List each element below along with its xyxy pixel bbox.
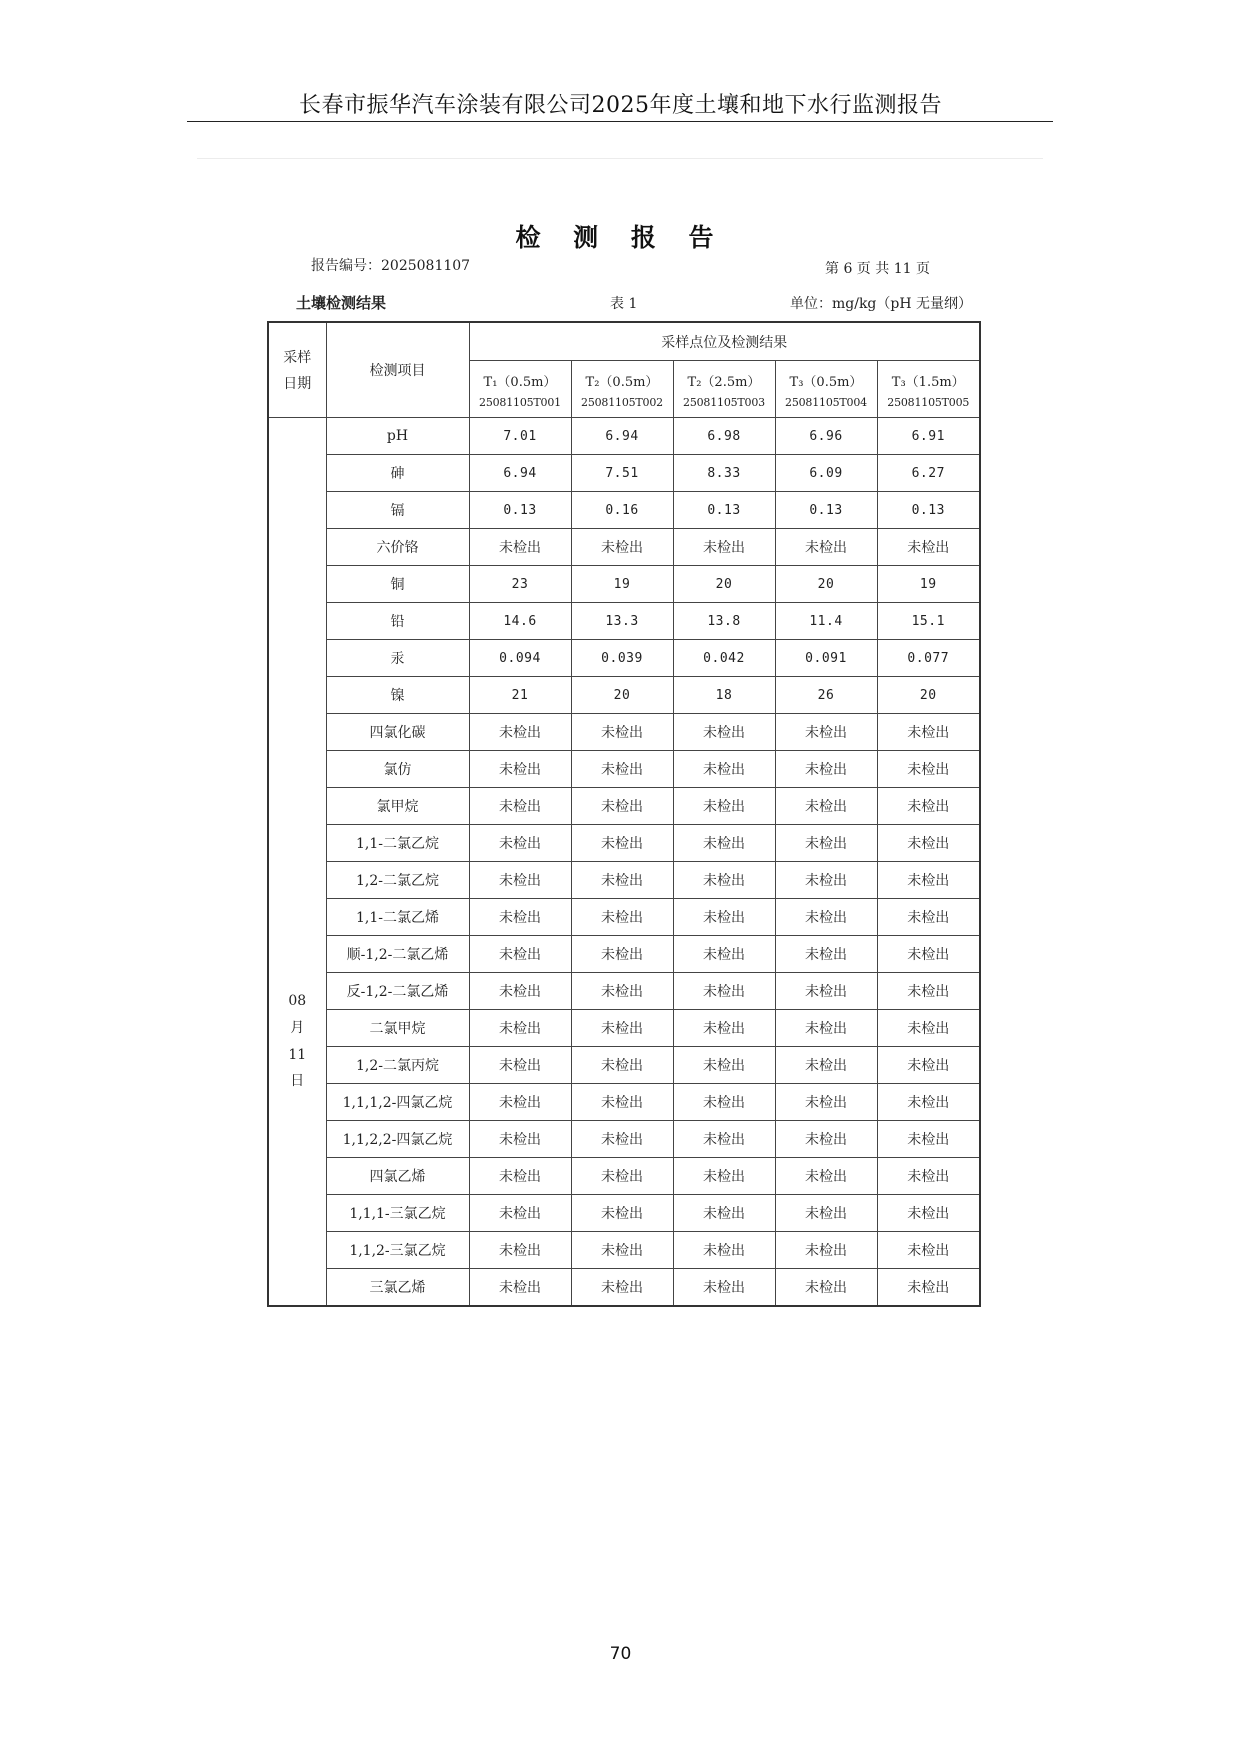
result-cell: 未检出 — [775, 1158, 877, 1195]
test-item-name: 反-1,2-二氯乙烯 — [326, 973, 469, 1010]
result-cell: 13.3 — [571, 603, 673, 640]
test-item-name: 1,1-二氯乙烯 — [326, 899, 469, 936]
result-cell: 未检出 — [775, 1269, 877, 1307]
table-row — [268, 899, 980, 936]
table-row — [268, 751, 980, 788]
result-cell: 0.042 — [673, 640, 775, 677]
result-cell: 未检出 — [775, 1010, 877, 1047]
report-title: 检 测 报 告 — [515, 223, 726, 252]
sample-code: 25081105T003 — [683, 396, 765, 409]
result-cell: 未检出 — [673, 1158, 775, 1195]
result-cell: 11.4 — [775, 603, 877, 640]
table-row — [268, 640, 980, 677]
result-cell: 未检出 — [469, 1047, 571, 1084]
result-cell: 0.091 — [775, 640, 877, 677]
header-rule — [187, 121, 1053, 122]
sampling-point-header — [469, 361, 571, 418]
sample-code: 25081105T001 — [479, 396, 561, 409]
sampling-point-header — [775, 361, 877, 418]
result-cell: 未检出 — [877, 1232, 980, 1269]
report-number: 报告编号：2025081107 — [311, 258, 471, 274]
result-cell: 未检出 — [775, 862, 877, 899]
table-row — [268, 455, 980, 492]
result-cell: 未检出 — [877, 973, 980, 1010]
table-row — [268, 492, 980, 529]
sampling-point-name: T₃（0.5m） — [789, 375, 863, 390]
table-row — [268, 418, 980, 455]
result-cell: 21 — [469, 677, 571, 714]
result-cell: 未检出 — [571, 1269, 673, 1307]
result-cell: 6.98 — [673, 418, 775, 455]
test-item-name: 1,1,1-三氯乙烷 — [326, 1195, 469, 1232]
col-header-test-item: 检测项目 — [326, 322, 469, 418]
sampling-date-part: 日 — [290, 1073, 305, 1090]
result-cell: 未检出 — [571, 1010, 673, 1047]
soil-results-table — [267, 321, 981, 1307]
table-row — [268, 1269, 980, 1307]
test-item-name: 氯甲烷 — [326, 788, 469, 825]
result-cell: 未检出 — [877, 936, 980, 973]
test-item-name: 砷 — [326, 455, 469, 492]
result-cell: 未检出 — [571, 1121, 673, 1158]
result-cell: 未检出 — [469, 1158, 571, 1195]
table-row — [268, 973, 980, 1010]
result-cell: 未检出 — [775, 1232, 877, 1269]
result-cell: 未检出 — [877, 714, 980, 751]
result-cell: 未检出 — [673, 862, 775, 899]
section-title: 土壤检测结果 — [296, 294, 387, 312]
result-cell: 未检出 — [571, 825, 673, 862]
result-cell: 未检出 — [673, 825, 775, 862]
sampling-point-name: T₁（0.5m） — [483, 375, 557, 390]
result-cell: 未检出 — [571, 1084, 673, 1121]
result-cell: 未检出 — [469, 1010, 571, 1047]
sampling-point-header — [571, 361, 673, 418]
result-cell: 未检出 — [469, 1195, 571, 1232]
col-header-sampling-date — [268, 322, 326, 418]
result-cell: 19 — [571, 566, 673, 603]
result-cell: 未检出 — [877, 529, 980, 566]
result-cell: 未检出 — [877, 1010, 980, 1047]
table-row — [268, 603, 980, 640]
test-item-name: 1,2-二氯乙烷 — [326, 862, 469, 899]
result-cell: 0.077 — [877, 640, 980, 677]
test-item-name: 1,1,2,2-四氯乙烷 — [326, 1121, 469, 1158]
result-cell: 未检出 — [775, 714, 877, 751]
table-number: 表 1 — [610, 296, 638, 312]
result-cell: 未检出 — [469, 1084, 571, 1121]
table-row — [268, 529, 980, 566]
sampling-date-part: 月 — [290, 1019, 305, 1036]
result-cell: 未检出 — [775, 825, 877, 862]
scan-edge-line — [197, 158, 1043, 159]
sampling-date-cell — [268, 418, 326, 1307]
result-cell: 20 — [775, 566, 877, 603]
result-cell: 未检出 — [469, 899, 571, 936]
result-cell: 未检出 — [469, 1232, 571, 1269]
test-item-name: 1,1,2-三氯乙烷 — [326, 1232, 469, 1269]
result-cell: 0.13 — [673, 492, 775, 529]
test-item-name: 四氯乙烯 — [326, 1158, 469, 1195]
result-cell: 6.94 — [571, 418, 673, 455]
result-cell: 未检出 — [571, 862, 673, 899]
test-item-name: 二氯甲烷 — [326, 1010, 469, 1047]
test-item-name: 1,2-二氯丙烷 — [326, 1047, 469, 1084]
table-row — [268, 1232, 980, 1269]
table-row — [268, 862, 980, 899]
result-cell: 6.96 — [775, 418, 877, 455]
result-cell: 未检出 — [877, 1047, 980, 1084]
table-row — [268, 1010, 980, 1047]
page-number: 70 — [609, 1644, 632, 1664]
test-item-name: pH — [326, 418, 469, 455]
sample-code: 25081105T002 — [581, 396, 663, 409]
result-cell: 未检出 — [673, 788, 775, 825]
sampling-point-name: T₂（0.5m） — [585, 375, 659, 390]
result-cell: 未检出 — [571, 751, 673, 788]
col-header-date-line2: 日期 — [283, 376, 312, 392]
result-cell: 0.039 — [571, 640, 673, 677]
result-cell: 未检出 — [877, 1084, 980, 1121]
running-header: 长春市振华汽车涂装有限公司2025年度土壤和地下水行监测报告 — [299, 93, 942, 118]
result-cell: 未检出 — [469, 862, 571, 899]
result-cell: 未检出 — [571, 1158, 673, 1195]
result-cell: 未检出 — [571, 1232, 673, 1269]
sample-code: 25081105T005 — [887, 396, 970, 409]
sampling-point-header — [673, 361, 775, 418]
result-cell: 未检出 — [877, 1121, 980, 1158]
test-item-name: 镍 — [326, 677, 469, 714]
result-cell: 未检出 — [571, 973, 673, 1010]
result-cell: 未检出 — [571, 788, 673, 825]
result-cell: 未检出 — [673, 1195, 775, 1232]
result-cell: 6.09 — [775, 455, 877, 492]
test-item-name: 铜 — [326, 566, 469, 603]
result-cell: 0.13 — [775, 492, 877, 529]
table-row — [268, 1195, 980, 1232]
result-cell: 未检出 — [571, 529, 673, 566]
date-spacer — [269, 622, 326, 982]
sampling-point-header — [877, 361, 980, 418]
result-cell: 14.6 — [469, 603, 571, 640]
result-cell: 0.13 — [469, 492, 571, 529]
result-cell: 未检出 — [775, 751, 877, 788]
sample-code: 25081105T004 — [785, 396, 867, 409]
result-cell: 未检出 — [775, 1195, 877, 1232]
result-cell: 未检出 — [877, 899, 980, 936]
table-row — [268, 1084, 980, 1121]
result-cell: 未检出 — [673, 1269, 775, 1307]
result-cell: 20 — [571, 677, 673, 714]
result-cell: 6.91 — [877, 418, 980, 455]
result-cell: 未检出 — [673, 899, 775, 936]
result-cell: 未检出 — [571, 936, 673, 973]
result-cell: 未检出 — [775, 936, 877, 973]
result-cell: 未检出 — [469, 973, 571, 1010]
test-item-name: 1,1,1,2-四氯乙烷 — [326, 1084, 469, 1121]
table-row — [268, 714, 980, 751]
unit-note: 单位：mg/kg（pH 无量纲） — [790, 296, 973, 312]
test-item-name: 三氯乙烯 — [326, 1269, 469, 1307]
col-header-sampling-points: 采样点位及检测结果 — [469, 322, 980, 361]
result-cell: 未检出 — [469, 936, 571, 973]
result-cell: 未检出 — [673, 1047, 775, 1084]
table-row — [268, 1158, 980, 1195]
result-cell: 未检出 — [571, 1047, 673, 1084]
table-row — [268, 677, 980, 714]
result-cell: 未检出 — [571, 714, 673, 751]
result-cell: 未检出 — [775, 1084, 877, 1121]
sampling-date-part: 08 — [288, 993, 307, 1010]
table-row — [268, 1121, 980, 1158]
result-cell: 未检出 — [877, 825, 980, 862]
result-cell: 0.16 — [571, 492, 673, 529]
result-cell: 8.33 — [673, 455, 775, 492]
result-cell: 未检出 — [469, 529, 571, 566]
result-cell: 0.094 — [469, 640, 571, 677]
result-cell: 未检出 — [673, 714, 775, 751]
table-row — [268, 566, 980, 603]
result-cell: 未检出 — [877, 862, 980, 899]
result-cell: 未检出 — [673, 973, 775, 1010]
table-row — [268, 936, 980, 973]
test-item-name: 四氯化碳 — [326, 714, 469, 751]
sampling-date-part: 11 — [288, 1046, 307, 1063]
result-cell: 未检出 — [571, 899, 673, 936]
result-cell: 18 — [673, 677, 775, 714]
test-item-name: 顺-1,2-二氯乙烯 — [326, 936, 469, 973]
result-cell: 未检出 — [469, 714, 571, 751]
result-cell: 15.1 — [877, 603, 980, 640]
test-item-name: 铅 — [326, 603, 469, 640]
result-cell: 未检出 — [877, 1269, 980, 1307]
test-item-name: 1,1-二氯乙烷 — [326, 825, 469, 862]
sampling-point-name: T₃（1.5m） — [891, 375, 965, 390]
result-cell: 未检出 — [469, 751, 571, 788]
result-cell: 未检出 — [877, 1158, 980, 1195]
table-row — [268, 825, 980, 862]
result-cell: 7.51 — [571, 455, 673, 492]
result-cell: 未检出 — [673, 1232, 775, 1269]
result-cell: 未检出 — [775, 1121, 877, 1158]
result-cell: 20 — [877, 677, 980, 714]
result-cell: 未检出 — [673, 1121, 775, 1158]
result-cell: 未检出 — [775, 899, 877, 936]
result-cell: 未检出 — [775, 529, 877, 566]
result-cell: 未检出 — [775, 1047, 877, 1084]
result-cell: 19 — [877, 566, 980, 603]
test-item-name: 汞 — [326, 640, 469, 677]
result-cell: 未检出 — [469, 1121, 571, 1158]
test-item-name: 氯仿 — [326, 751, 469, 788]
result-cell: 未检出 — [877, 788, 980, 825]
result-cell: 23 — [469, 566, 571, 603]
result-cell: 未检出 — [673, 751, 775, 788]
page-count: 第 6 页 共 11 页 — [825, 261, 930, 277]
test-item-name: 六价铬 — [326, 529, 469, 566]
result-cell: 未检出 — [469, 825, 571, 862]
result-cell: 未检出 — [469, 788, 571, 825]
result-cell: 未检出 — [775, 788, 877, 825]
col-header-date-line1: 采样 — [283, 350, 312, 366]
result-cell: 未检出 — [673, 1084, 775, 1121]
result-cell: 未检出 — [673, 529, 775, 566]
result-cell: 6.94 — [469, 455, 571, 492]
result-cell: 未检出 — [673, 1010, 775, 1047]
sampling-point-name: T₂（2.5m） — [687, 375, 761, 390]
result-cell: 26 — [775, 677, 877, 714]
result-cell: 13.8 — [673, 603, 775, 640]
result-cell: 0.13 — [877, 492, 980, 529]
result-cell: 未检出 — [673, 936, 775, 973]
test-item-name: 镉 — [326, 492, 469, 529]
result-cell: 未检出 — [469, 1269, 571, 1307]
result-cell: 7.01 — [469, 418, 571, 455]
result-cell: 20 — [673, 566, 775, 603]
table-row — [268, 788, 980, 825]
result-cell: 未检出 — [877, 751, 980, 788]
result-cell: 未检出 — [571, 1195, 673, 1232]
result-cell: 未检出 — [877, 1195, 980, 1232]
result-cell: 未检出 — [775, 973, 877, 1010]
result-cell: 6.27 — [877, 455, 980, 492]
table-row — [268, 1047, 980, 1084]
